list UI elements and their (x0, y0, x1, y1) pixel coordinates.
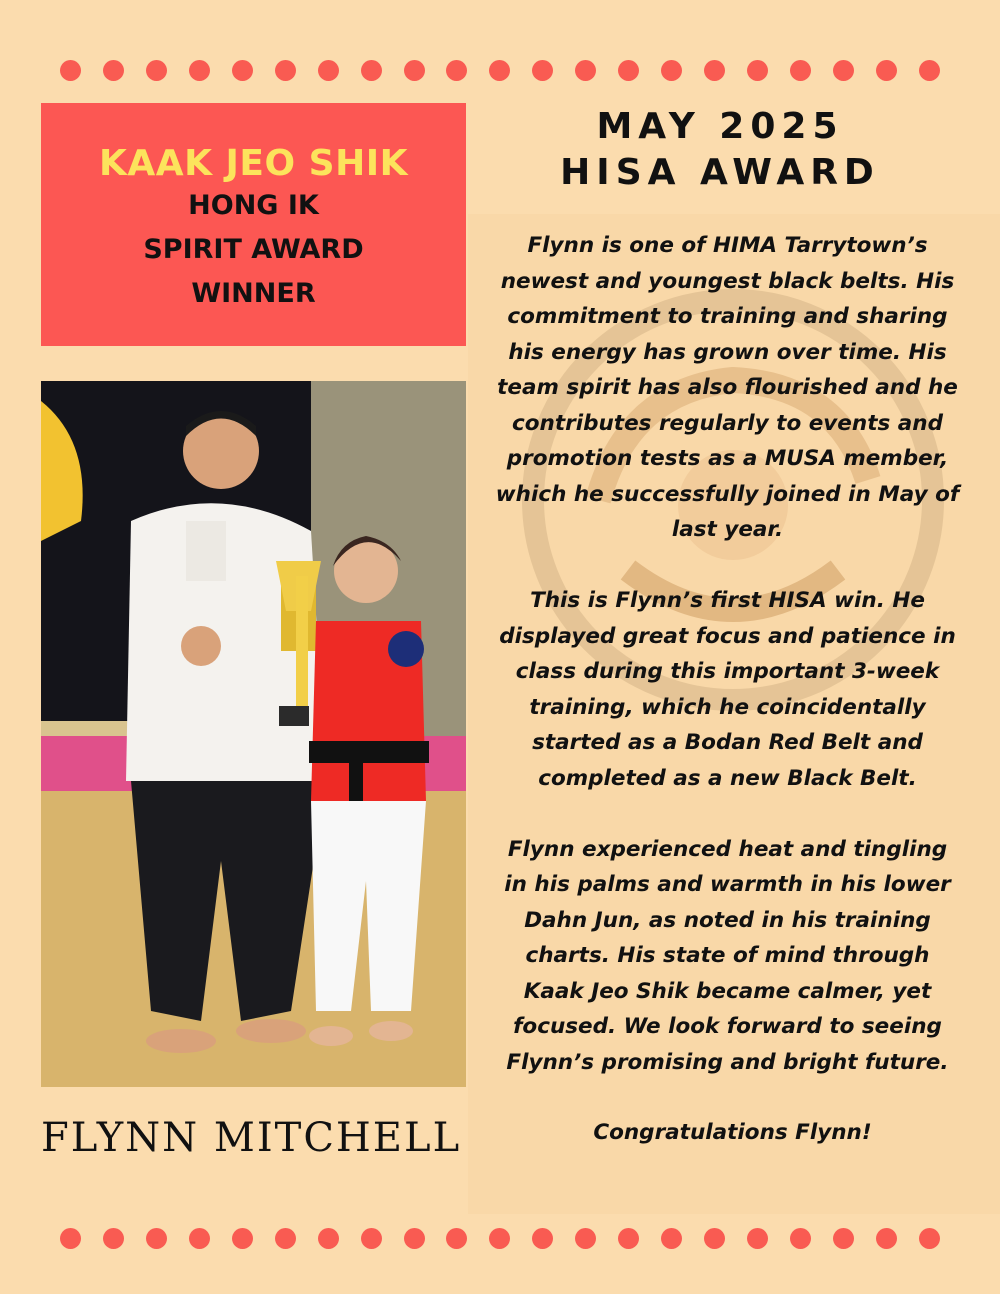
border-dot (489, 1228, 510, 1249)
border-dot (661, 60, 682, 81)
award-title-box (41, 103, 466, 346)
border-dot (189, 60, 210, 81)
border-dot (446, 1228, 467, 1249)
border-dot (103, 1228, 124, 1249)
heading-award: HISA AWARD (560, 152, 880, 193)
border-dot (532, 60, 553, 81)
paragraph-3: Flynn experienced heat and tingling in his palms and warmth in his lower Dahn Jun, as noted in his training charts. His state of mind through Kaak Jeo Shik became calmer, yet focused. We look forward to seeing Flynn’s promising and bright future. (504, 836, 951, 1075)
award-description (495, 228, 960, 1116)
border-dot (489, 60, 510, 81)
border-dot (575, 60, 596, 81)
border-dot (189, 1228, 210, 1249)
border-dot (833, 1228, 854, 1249)
border-dot (704, 1228, 725, 1249)
border-dot (446, 60, 467, 81)
award-name: KAAK JEO SHIK (98, 143, 409, 184)
border-dot (146, 1228, 167, 1249)
border-dot (919, 60, 940, 81)
border-dot (661, 1228, 682, 1249)
border-dot (532, 1228, 553, 1249)
border-dot (60, 60, 81, 81)
border-dot (318, 1228, 339, 1249)
winner-name: FLYNN MITCHELL (41, 1115, 462, 1161)
award-line-1: HONG IK (188, 190, 319, 221)
paragraph-2: This is Flynn’s first HISA win. He displayed great focus and patience in class during this important 3-week training, which he coincidentally started as a Bodan Red Belt and completed as a new Black Belt. (499, 588, 956, 791)
award-line-3: WINNER (191, 278, 316, 309)
congratulations-text: Congratulations Flynn! (593, 1120, 872, 1145)
border-dot (704, 60, 725, 81)
border-dot (618, 60, 639, 81)
border-dot (575, 1228, 596, 1249)
border-dot (618, 1228, 639, 1249)
border-dot (747, 60, 768, 81)
border-dot (361, 60, 382, 81)
border-dot (103, 60, 124, 81)
border-dot (790, 60, 811, 81)
border-dot (404, 1228, 425, 1249)
border-dot (318, 60, 339, 81)
heading-date: MAY 2025 (596, 106, 844, 147)
border-dot (747, 1228, 768, 1249)
border-dot (146, 60, 167, 81)
bottom-dot-border (60, 1228, 940, 1250)
border-dot (919, 1228, 940, 1249)
border-dot (232, 60, 253, 81)
border-dot (232, 1228, 253, 1249)
border-dot (361, 1228, 382, 1249)
border-dot (404, 60, 425, 81)
border-dot (876, 1228, 897, 1249)
border-dot (876, 60, 897, 81)
border-dot (275, 1228, 296, 1249)
border-dot (790, 1228, 811, 1249)
border-dot (275, 60, 296, 81)
border-dot (60, 1228, 81, 1249)
border-dot (833, 60, 854, 81)
paragraph-1: Flynn is one of HIMA Tarrytown’s newest and youngest black belts. His commitment to training and sharing his energy has grown over time. His team spirit has also flourished and he contributes regularly to events and promotion tests as a MUSA member, which he successfully joined in May of last year. (495, 233, 960, 542)
top-dot-border (60, 60, 940, 82)
award-line-2: SPIRIT AWARD (143, 234, 364, 265)
winner-photo (41, 381, 466, 1087)
